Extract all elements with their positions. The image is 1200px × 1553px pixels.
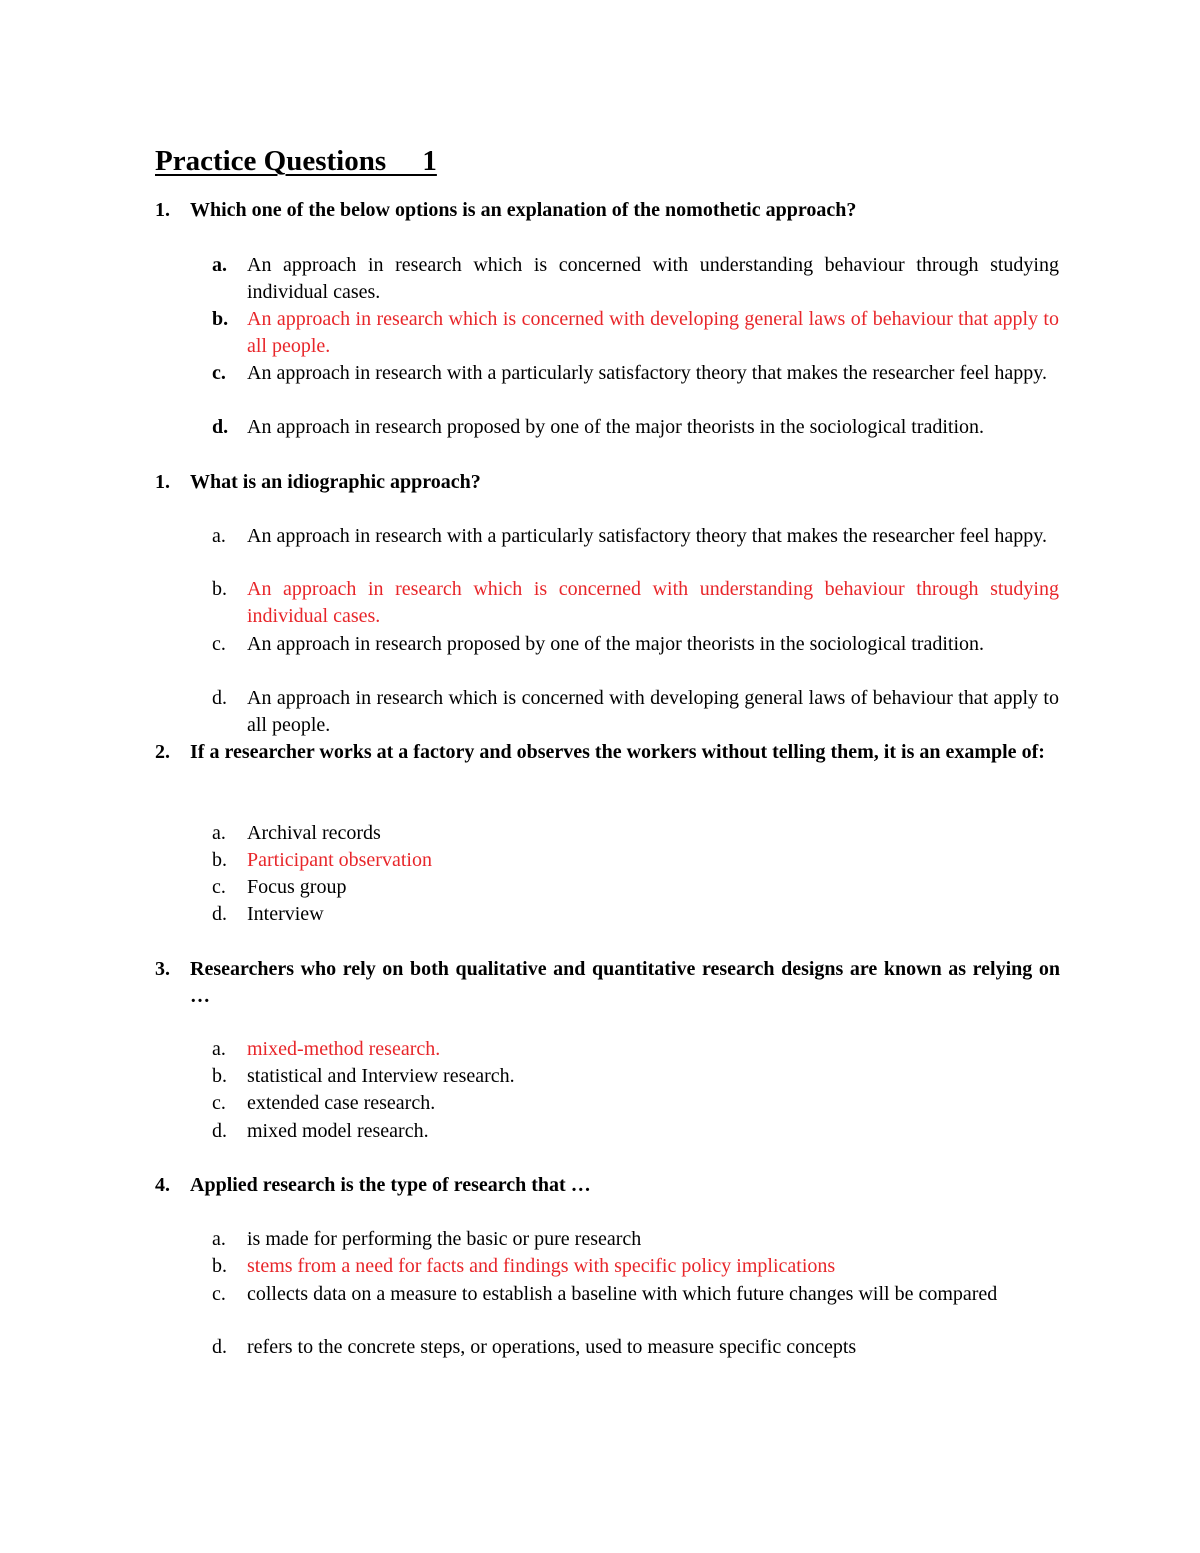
option-4b-correct [212, 1253, 1059, 1280]
option-2c [212, 874, 1059, 901]
option-letter: a. [212, 254, 227, 276]
option-text: is made for performing the basic or pure research [247, 1228, 642, 1250]
option-letter: c. [212, 876, 226, 898]
option-text: mixed model research. [247, 1120, 429, 1142]
question-number: 4. [155, 1174, 170, 1196]
option-3a-correct [212, 1036, 1059, 1063]
question-text: What is an idiographic approach? [190, 471, 481, 493]
option-3c [212, 1090, 1059, 1117]
option-text: mixed-method research. [247, 1038, 441, 1060]
option-text: An approach in research with a particularly satisfactory theory that makes the researcher feel happy. [247, 525, 1048, 547]
option-text: An approach in research which is concerned with developing general laws of behaviour that apply to all people. [247, 308, 1059, 357]
question-text: Which one of the below options is an explanation of the nomothetic approach? [190, 199, 857, 221]
option-2d [212, 901, 1059, 928]
option-letter: a. [212, 822, 226, 844]
option-text: Interview [247, 903, 324, 925]
option-2a [212, 820, 1059, 847]
question-1-idiographic [155, 469, 1060, 496]
option-1d [212, 414, 1059, 441]
option-1-idio-d [212, 685, 1059, 739]
option-letter: a. [212, 1228, 226, 1250]
question-number: 2. [155, 741, 170, 763]
option-text: Archival records [247, 822, 381, 844]
option-text: An approach in research proposed by one of the major theorists in the sociological tradition. [247, 633, 985, 655]
option-1-idio-b-correct [212, 576, 1059, 630]
option-text: Participant observation [247, 849, 432, 871]
option-text: An approach in research which is concerned with understanding behaviour through studying individual cases. [247, 578, 1059, 627]
option-letter: a. [212, 525, 226, 547]
option-letter: b. [212, 849, 227, 871]
question-1 [155, 197, 1060, 224]
option-4d [212, 1334, 1059, 1361]
option-text: statistical and Interview research. [247, 1065, 515, 1087]
option-4a [212, 1226, 1059, 1253]
option-letter: d. [212, 903, 227, 925]
option-text: An approach in research proposed by one of the major theorists in the sociological tradition. [247, 416, 985, 438]
option-letter: b. [212, 578, 227, 600]
option-letter: d. [212, 687, 227, 709]
option-2b-correct [212, 847, 1059, 874]
question-3 [155, 956, 1060, 1010]
option-letter: b. [212, 1065, 227, 1087]
option-letter: d. [212, 1336, 227, 1358]
option-text: stems from a need for facts and findings with specific policy implications [247, 1255, 836, 1277]
question-4 [155, 1172, 1060, 1199]
option-text: refers to the concrete steps, or operations, used to measure specific concepts [247, 1336, 857, 1358]
option-1a [212, 252, 1059, 306]
option-1c [212, 360, 1059, 387]
question-number: 3. [155, 958, 170, 980]
question-text: If a researcher works at a factory and observes the workers without telling them, it is an example of: [190, 741, 1045, 763]
option-letter: c. [212, 633, 226, 655]
question-number: 1. [155, 471, 170, 493]
option-text: collects data on a measure to establish a baseline with which future changes will be compared [247, 1283, 998, 1305]
option-4c [212, 1281, 1059, 1308]
option-letter: c. [212, 362, 226, 384]
option-letter: b. [212, 308, 229, 330]
option-3d [212, 1118, 1059, 1145]
option-text: An approach in research which is concerned with developing general laws of behaviour that apply to all people. [247, 687, 1059, 736]
option-text: extended case research. [247, 1092, 436, 1114]
option-1b-correct [212, 306, 1059, 360]
question-text: Applied research is the type of research that … [190, 1174, 591, 1196]
option-letter: d. [212, 1120, 227, 1142]
page-title: Practice Questions 1 [155, 145, 437, 177]
question-2 [155, 739, 1060, 766]
option-1-idio-a [212, 523, 1059, 550]
option-text: An approach in research which is concerned with understanding behaviour through studying individual cases. [247, 254, 1059, 303]
question-text: Researchers who rely on both qualitative and quantitative research designs are known as relying on … [190, 958, 1060, 1007]
option-letter: c. [212, 1092, 226, 1114]
option-text: An approach in research with a particularly satisfactory theory that makes the researcher feel happy. [247, 362, 1048, 384]
question-number: 1. [155, 199, 170, 221]
option-1-idio-c [212, 631, 1059, 658]
option-text: Focus group [247, 876, 347, 898]
option-letter: a. [212, 1038, 226, 1060]
option-letter: d. [212, 416, 229, 438]
option-letter: b. [212, 1255, 227, 1277]
option-3b [212, 1063, 1059, 1090]
option-letter: c. [212, 1283, 226, 1305]
